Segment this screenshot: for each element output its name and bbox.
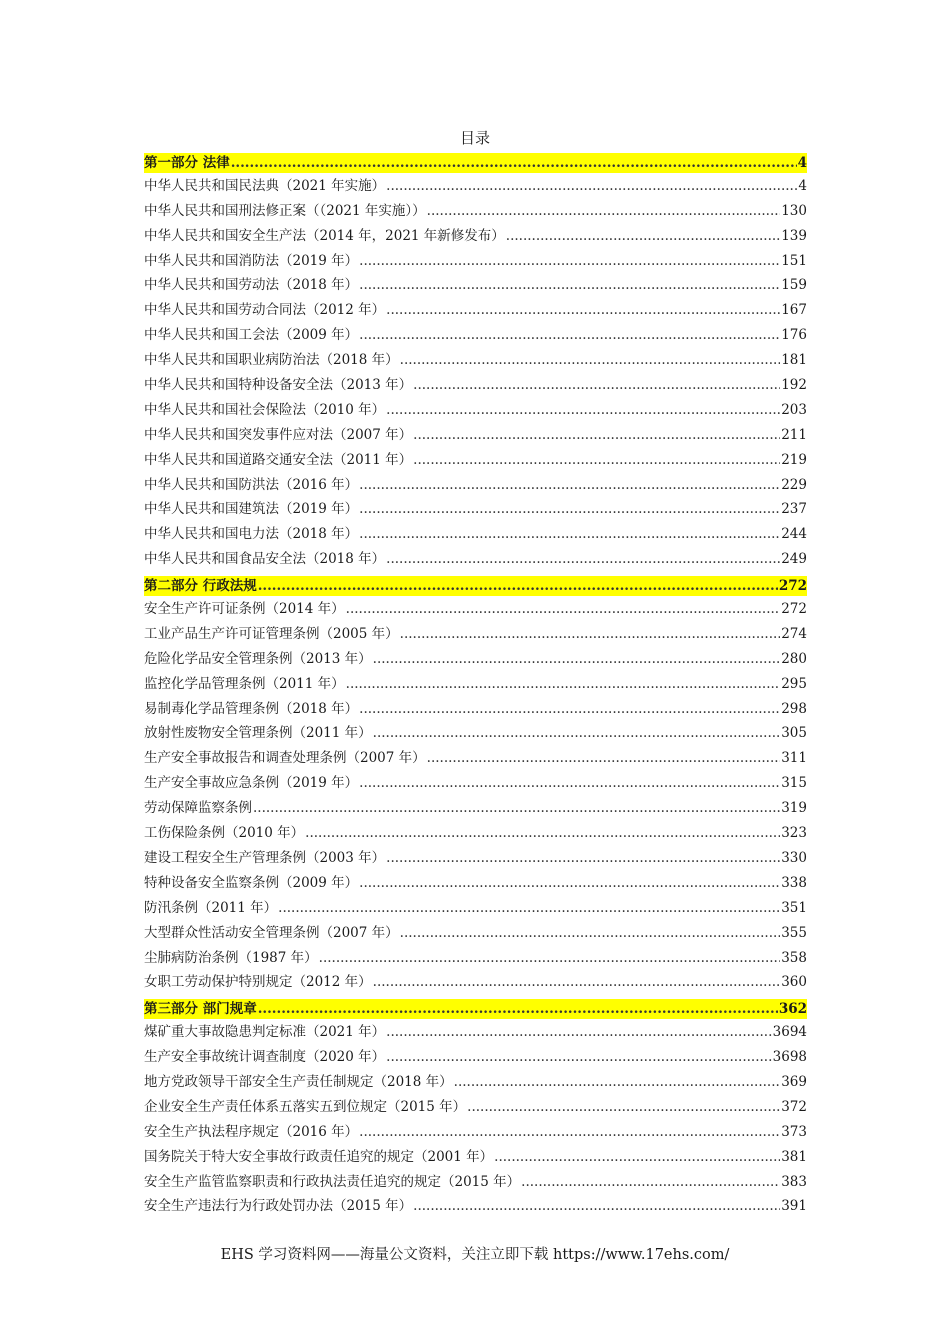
table-of-contents: [144, 151, 807, 1221]
toc-entry-label: 中华人民共和国民法典（2021 年实施）: [144, 177, 386, 194]
toc-entry-page: 305: [781, 725, 807, 742]
toc-entry[interactable]: [144, 873, 807, 898]
toc-entry-label: 国务院关于特大安全事故行政责任追究的规定（2001 年）: [144, 1148, 494, 1165]
toc-entry-page: 369: [781, 1073, 807, 1090]
toc-entry[interactable]: [144, 226, 807, 251]
toc-entry[interactable]: [144, 549, 807, 574]
toc-leader-dots: [386, 848, 780, 868]
toc-leader-dots: [454, 1072, 781, 1092]
toc-leader-dots: [346, 599, 781, 619]
toc-entry-label: 地方党政领导干部安全生产责任制规定（2018 年）: [144, 1073, 453, 1090]
toc-entry[interactable]: [144, 524, 807, 549]
toc-entry-label: 中华人民共和国电力法（2018 年）: [144, 526, 359, 543]
toc-entry-page: 330: [781, 849, 807, 866]
toc-entry[interactable]: [144, 1022, 807, 1047]
toc-entry-label: 中华人民共和国劳动合同法（2012 年）: [144, 302, 386, 319]
toc-entry-label: 建设工程安全生产管理条例（2003 年）: [144, 849, 386, 866]
toc-entry[interactable]: [144, 450, 807, 475]
toc-entry-label: 中华人民共和国工会法（2009 年）: [144, 327, 359, 344]
toc-leader-dots: [427, 201, 781, 221]
toc-entry[interactable]: [144, 674, 807, 699]
toc-entry-label: 工伤保险条例（2010 年）: [144, 825, 305, 842]
toc-entry-label: 企业安全生产责任体系五落实五到位规定（2015 年）: [144, 1098, 467, 1115]
toc-entry[interactable]: [144, 375, 807, 400]
toc-title: 目录: [459, 129, 490, 147]
toc-entry-label: 中华人民共和国防洪法（2016 年）: [144, 476, 359, 493]
toc-entry-page: 298: [781, 700, 807, 717]
toc-leader-dots: [413, 450, 780, 470]
toc-entry-label: 尘肺病防治条例（1987 年）: [144, 949, 318, 966]
toc-section-label: 第二部分 行政法规: [144, 578, 257, 595]
toc-entry-label: 易制毒化学品管理条例（2018 年）: [144, 700, 359, 717]
toc-entry-label: 中华人民共和国劳动法（2018 年）: [144, 277, 359, 294]
toc-entry[interactable]: [144, 1147, 807, 1172]
toc-entry-label: 生产安全事故报告和调查处理条例（2007 年）: [144, 750, 426, 767]
toc-entry-label: 劳动保障监察条例: [144, 800, 252, 817]
toc-entry-label: 危险化学品安全管理条例（2013 年）: [144, 650, 372, 667]
toc-leader-dots: [373, 723, 781, 743]
toc-entry-page: 311: [781, 750, 807, 767]
toc-leader-dots: [400, 350, 781, 370]
toc-leader-dots: [386, 400, 780, 420]
toc-entry-label: 放射性废物安全管理条例（2011 年）: [144, 725, 372, 742]
toc-entry[interactable]: [144, 624, 807, 649]
toc-entry[interactable]: [144, 176, 807, 201]
toc-leader-dots: [386, 1022, 771, 1042]
toc-leader-dots: [494, 1147, 780, 1167]
toc-entry-page: 229: [781, 476, 807, 493]
toc-entry-page: 4: [798, 177, 807, 194]
toc-entry-label: 安全生产违法行为行政处罚办法（2015 年）: [144, 1198, 413, 1215]
toc-leader-dots: [359, 499, 780, 519]
toc-entry[interactable]: [144, 699, 807, 724]
toc-leader-dots: [386, 1047, 771, 1067]
toc-entry-page: 295: [781, 675, 807, 692]
toc-entry[interactable]: [144, 1196, 807, 1221]
toc-entry[interactable]: [144, 1172, 807, 1197]
toc-section-heading[interactable]: [144, 153, 807, 173]
toc-entry-label: 生产安全事故统计调查制度（2020 年）: [144, 1049, 386, 1066]
toc-entry-page: 272: [781, 601, 807, 618]
toc-entry[interactable]: [144, 300, 807, 325]
toc-entry-label: 安全生产许可证条例（2014 年）: [144, 601, 345, 618]
toc-entry-page: 381: [781, 1148, 807, 1165]
toc-leader-dots: [359, 475, 780, 495]
toc-leader-dots: [359, 524, 780, 544]
toc-entry[interactable]: [144, 723, 807, 748]
toc-entry-page: 351: [781, 899, 807, 916]
toc-entry[interactable]: [144, 848, 807, 873]
toc-entry-page: 372: [781, 1098, 807, 1115]
toc-entry[interactable]: [144, 823, 807, 848]
toc-entry-page: 315: [781, 775, 807, 792]
toc-entry-label: 工业产品生产许可证管理条例（2005 年）: [144, 625, 399, 642]
toc-leader-dots: [427, 748, 781, 768]
toc-leader-dots: [359, 325, 780, 345]
toc-section-page: 362: [778, 1001, 807, 1018]
footer-text: EHS 学习资料网——海量公文资料，关注立即下载 https://www.17ehs.com/: [220, 1247, 730, 1263]
toc-entry[interactable]: [144, 499, 807, 524]
toc-entry-label: 特种设备安全监察条例（2009 年）: [144, 874, 359, 891]
toc-entry[interactable]: [144, 972, 807, 997]
toc-entry-label: 中华人民共和国特种设备安全法（2013 年）: [144, 377, 413, 394]
toc-entry-label: 中华人民共和国建筑法（2019 年）: [144, 501, 359, 518]
toc-section-heading[interactable]: [144, 999, 807, 1019]
toc-entry-page: 355: [781, 924, 807, 941]
toc-entry-label: 中华人民共和国职业病防治法（2018 年）: [144, 352, 399, 369]
toc-entry-label: 中华人民共和国社会保险法（2010 年）: [144, 401, 386, 418]
toc-entry-page: 139: [781, 227, 807, 244]
toc-entry-page: 219: [781, 451, 807, 468]
toc-entry-label: 监控化学品管理条例（2011 年）: [144, 675, 345, 692]
toc-leader-dots: [359, 275, 780, 295]
toc-leader-dots: [359, 773, 780, 793]
toc-entry[interactable]: [144, 948, 807, 973]
toc-entry-page: 383: [781, 1173, 807, 1190]
toc-entry-page: 319: [781, 800, 807, 817]
toc-leader-dots: [400, 624, 781, 644]
toc-leader-dots: [400, 923, 781, 943]
toc-leader-dots: [359, 699, 780, 719]
toc-leader-dots: [413, 425, 780, 445]
toc-entry[interactable]: [144, 400, 807, 425]
toc-leader-dots: [258, 576, 778, 596]
toc-entry[interactable]: [144, 1072, 807, 1097]
toc-entry-page: 244: [781, 526, 807, 543]
toc-entry[interactable]: [144, 350, 807, 375]
toc-entry-page: 358: [781, 949, 807, 966]
toc-entry-page: 181: [781, 352, 807, 369]
toc-entry[interactable]: [144, 1047, 807, 1072]
toc-entry-label: 煤矿重大事故隐患判定标准（2021 年）: [144, 1024, 386, 1041]
toc-section-label: 第三部分 部门规章: [144, 1001, 257, 1018]
toc-entry[interactable]: [144, 773, 807, 798]
toc-leader-dots: [413, 1196, 780, 1216]
toc-entry-page: 167: [781, 302, 807, 319]
toc-entry-label: 防汛条例（2011 年）: [144, 899, 278, 916]
toc-entry-page: 323: [781, 825, 807, 842]
toc-entry-page: 249: [781, 551, 807, 568]
toc-entry-page: 192: [781, 377, 807, 394]
toc-entry-page: 237: [781, 501, 807, 518]
toc-leader-dots: [359, 873, 780, 893]
toc-entry-page: 3694: [772, 1024, 807, 1041]
toc-entry[interactable]: [144, 201, 807, 226]
toc-section-page: 4: [797, 155, 807, 171]
toc-entry-page: 3698: [772, 1049, 807, 1066]
toc-leader-dots: [373, 649, 781, 669]
toc-entry[interactable]: [144, 898, 807, 923]
toc-entry-label: 中华人民共和国消防法（2019 年）: [144, 252, 359, 269]
toc-section-label: 第一部分 法律: [144, 155, 230, 171]
toc-entry[interactable]: [144, 475, 807, 500]
toc-entry-page: 338: [781, 874, 807, 891]
toc-entry-label: 中华人民共和国食品安全法（2018 年）: [144, 551, 386, 568]
toc-entry-label: 安全生产执法程序规定（2016 年）: [144, 1123, 359, 1140]
toc-entry-label: 中华人民共和国安全生产法（2014 年，2021 年新修发布）: [144, 227, 505, 244]
toc-entry-page: 203: [781, 401, 807, 418]
toc-entry[interactable]: [144, 251, 807, 276]
toc-leader-dots: [305, 823, 780, 843]
toc-entry-label: 中华人民共和国道路交通安全法（2011 年）: [144, 451, 413, 468]
toc-entry-page: 176: [781, 327, 807, 344]
toc-leader-dots: [386, 300, 780, 320]
toc-entry-page: 360: [781, 974, 807, 991]
toc-leader-dots: [258, 999, 778, 1019]
toc-entry[interactable]: [144, 923, 807, 948]
toc-entry-page: 159: [781, 277, 807, 294]
toc-entry[interactable]: [144, 425, 807, 450]
toc-entry-page: 151: [781, 252, 807, 269]
toc-entry-label: 安全生产监管监察职责和行政执法责任追究的规定（2015 年）: [144, 1173, 521, 1190]
toc-section-heading[interactable]: [144, 576, 807, 596]
toc-entry-label: 中华人民共和国突发事件应对法（2007 年）: [144, 426, 413, 443]
toc-leader-dots: [467, 1097, 780, 1117]
toc-leader-dots: [359, 251, 780, 271]
toc-leader-dots: [253, 798, 780, 818]
toc-leader-dots: [319, 948, 781, 968]
toc-leader-dots: [386, 549, 780, 569]
toc-entry-page: 280: [781, 650, 807, 667]
toc-entry[interactable]: [144, 1097, 807, 1122]
toc-leader-dots: [521, 1172, 780, 1192]
toc-entry[interactable]: [144, 325, 807, 350]
toc-leader-dots: [278, 898, 780, 918]
toc-leader-dots: [386, 176, 797, 196]
toc-entry[interactable]: [144, 1122, 807, 1147]
toc-entry-page: 391: [781, 1198, 807, 1215]
toc-leader-dots: [359, 1122, 780, 1142]
toc-entry-label: 女职工劳动保护特别规定（2012 年）: [144, 974, 372, 991]
toc-entry-page: 130: [781, 202, 807, 219]
toc-entry[interactable]: [144, 748, 807, 773]
toc-leader-dots: [346, 674, 781, 694]
toc-leader-dots: [231, 153, 797, 173]
toc-leader-dots: [506, 226, 780, 246]
toc-entry[interactable]: [144, 798, 807, 823]
toc-leader-dots: [413, 375, 780, 395]
toc-entry-label: 大型群众性活动安全管理条例（2007 年）: [144, 924, 399, 941]
toc-entry-page: 274: [781, 625, 807, 642]
toc-entry-page: 211: [781, 426, 807, 443]
toc-entry[interactable]: [144, 275, 807, 300]
toc-entry[interactable]: [144, 599, 807, 624]
toc-leader-dots: [373, 972, 781, 992]
toc-entry-label: 生产安全事故应急条例（2019 年）: [144, 775, 359, 792]
toc-section-page: 272: [778, 578, 807, 595]
toc-entry[interactable]: [144, 649, 807, 674]
toc-entry-label: 中华人民共和国刑法修正案（（2021 年实施））: [144, 202, 426, 219]
toc-entry-page: 373: [781, 1123, 807, 1140]
